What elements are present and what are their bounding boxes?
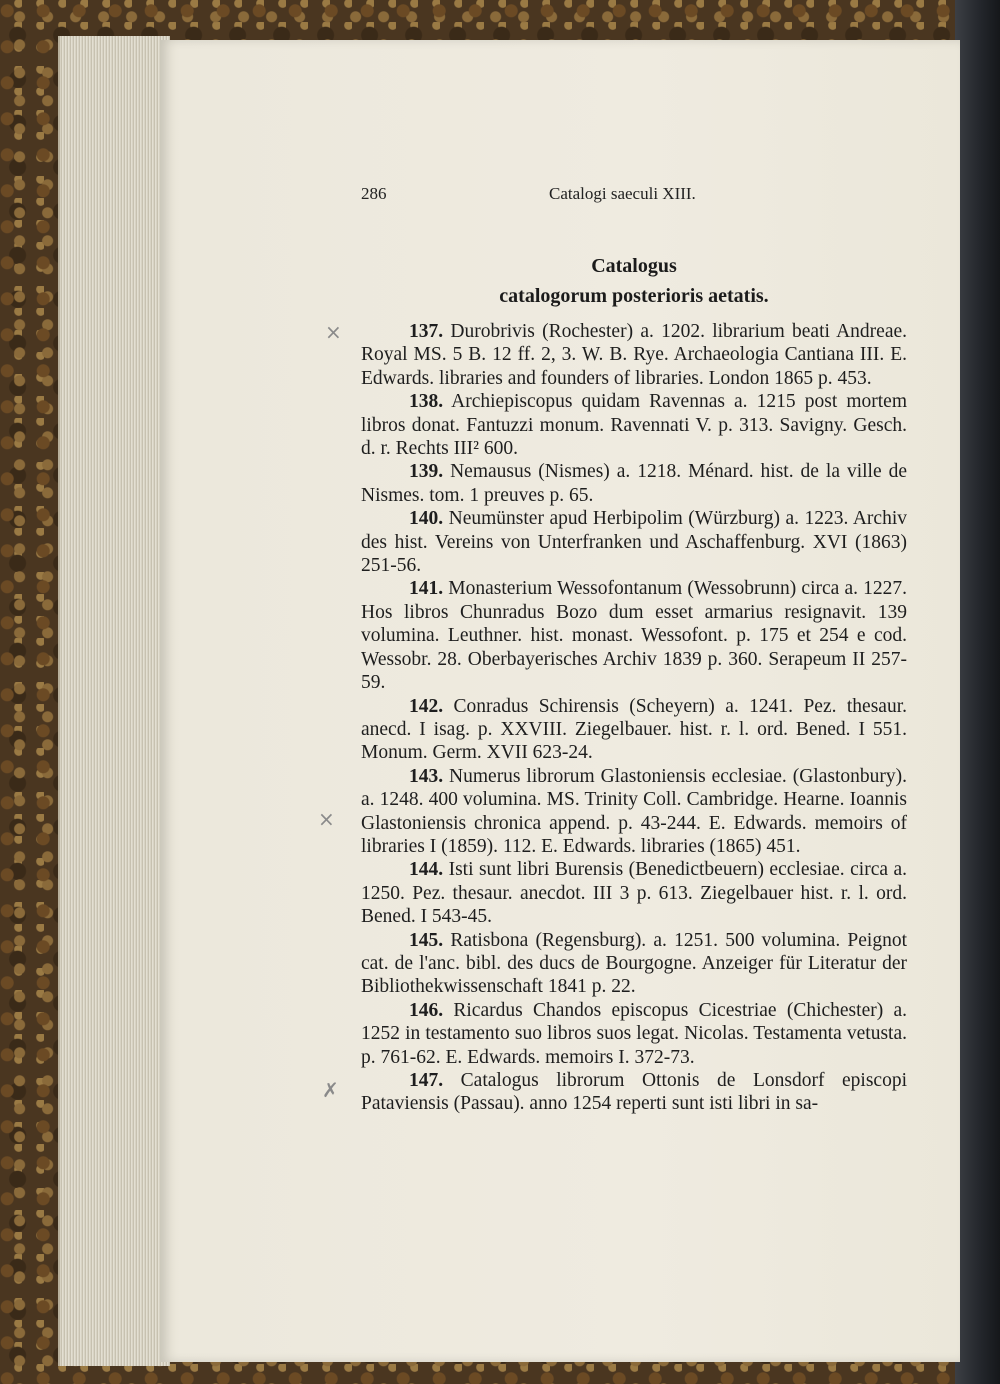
entry-139	[361, 460, 907, 507]
entry-146	[361, 999, 907, 1069]
entry-text: Catalogus librorum Ottonis de Lonsdorf episcopi Pataviensis (Passau). anno 1254 reperti sunt isti libri in sa-	[361, 1070, 907, 1115]
entry-number: 144.	[409, 859, 444, 881]
entry-144	[361, 858, 907, 928]
title-line-1: Catalogus	[591, 255, 677, 277]
entry-number: 142.	[409, 695, 444, 717]
entry-text: Neumünster apud Herbipolim (Würzburg) a. 1223. Archiv des hist. Vereins von Unterfranken und Aschaffenburg. XVI (1863) 251-56.	[361, 508, 907, 577]
margin-mark-137: ×	[325, 320, 342, 344]
entry-number: 141.	[409, 578, 444, 600]
entry-text: Durobrivis (Rochester) a. 1202. librarium beati Andreae. Royal MS. 5 B. 12 ff. 2, 3. W. B. Rye. Archaeologia Cantiana III. E. Edwards. libraries and founders of libraries. London 1865 p. 453.	[361, 321, 907, 389]
entry-145	[361, 929, 907, 999]
margin-mark-146: ✗	[322, 1078, 339, 1102]
title-line-2: catalogorum posterioris aetatis.	[499, 285, 769, 307]
entry-number: 138.	[409, 391, 444, 413]
entry-number: 137.	[409, 321, 444, 342]
entry-number: 145.	[409, 929, 444, 951]
entry-141	[361, 577, 907, 694]
entry-number: 143.	[409, 765, 444, 787]
entry-138	[361, 390, 907, 460]
catalog-entries	[361, 320, 907, 1116]
page-edges	[58, 36, 170, 1366]
entry-142	[361, 695, 907, 765]
entry-text: Conradus Schirensis (Scheyern) a. 1241. Pez. thesaur. anecd. I isag. p. XXVIII. Ziegelbauer. hist. r. l. ord. Bened. I 551. Monum. Germ. XVII 623-24.	[361, 695, 907, 764]
entry-number: 139.	[409, 461, 444, 483]
entry-137	[361, 320, 907, 390]
entry-text: Ratisbona (Regensburg). a. 1251. 500 volumina. Peignot cat. de l'anc. bibl. des ducs de Bourgogne. Anzeiger für Literatur der Bibliothekwissenschaft 1841 p. 22.	[361, 929, 907, 998]
margin-mark-143: ×	[318, 807, 335, 831]
entry-140	[361, 507, 907, 577]
entry-147	[361, 1069, 907, 1116]
page-header	[361, 184, 911, 208]
entry-text: Nemausus (Nismes) a. 1218. Ménard. hist. de la ville de Nismes. tom. 1 preuves p. 65.	[361, 461, 907, 506]
entry-text: Ricardus Chandos episcopus Cicestriae (Chichester) a. 1252 in testamento suo libros suos legat. Nicolas. Testamenta vetusta. p. 761-62. E. Edwards. memoirs I. 372-73.	[361, 999, 907, 1068]
entry-143	[361, 765, 907, 859]
entry-number: 147.	[409, 1070, 444, 1091]
book-board-edge	[955, 0, 1000, 1384]
page-number: 286	[361, 184, 387, 203]
entry-text: Archiepiscopus quidam Ravennas a. 1215 post mortem libros donat. Fantuzzi monum. Ravennati V. p. 313. Savigny. Gesch. d. r. Rechts III² 600.	[361, 391, 907, 460]
entry-number: 146.	[409, 999, 444, 1021]
entry-text: Numerus librorum Glastoniensis ecclesiae. (Glastonbury). a. 1248. 400 volumina. MS. Trinity Coll. Cambridge. Hearne. Ioannis Glastoniensis chronica append. p. 43-244. E. Edwards. memoirs of libraries I (1859). 112. E. Edwards. libraries (1865) 451.	[361, 765, 907, 857]
entry-number: 140.	[409, 508, 444, 530]
running-head: Catalogi saeculi XIII.	[549, 184, 696, 203]
entry-text: Monasterium Wessofontanum (Wessobrunn) circa a. 1227. Hos libros Chunradus Bozo dum esset armarius resignavit. 139 volumina. Leuthner. hist. monast. Wessofont. p. 175 et 254 e cod. Wessobr. 28. Oberbayerisches Archiv 1839 p. 360. Serapeum II 257-59.	[361, 578, 907, 694]
entry-text: Isti sunt libri Burensis (Benedictbeuern) ecclesiae. circa a. 1250. Pez. thesaur. anecdot. III 3 p. 613. Ziegelbauer hist. r. l. ord. Bened. I 543-45.	[361, 859, 907, 928]
